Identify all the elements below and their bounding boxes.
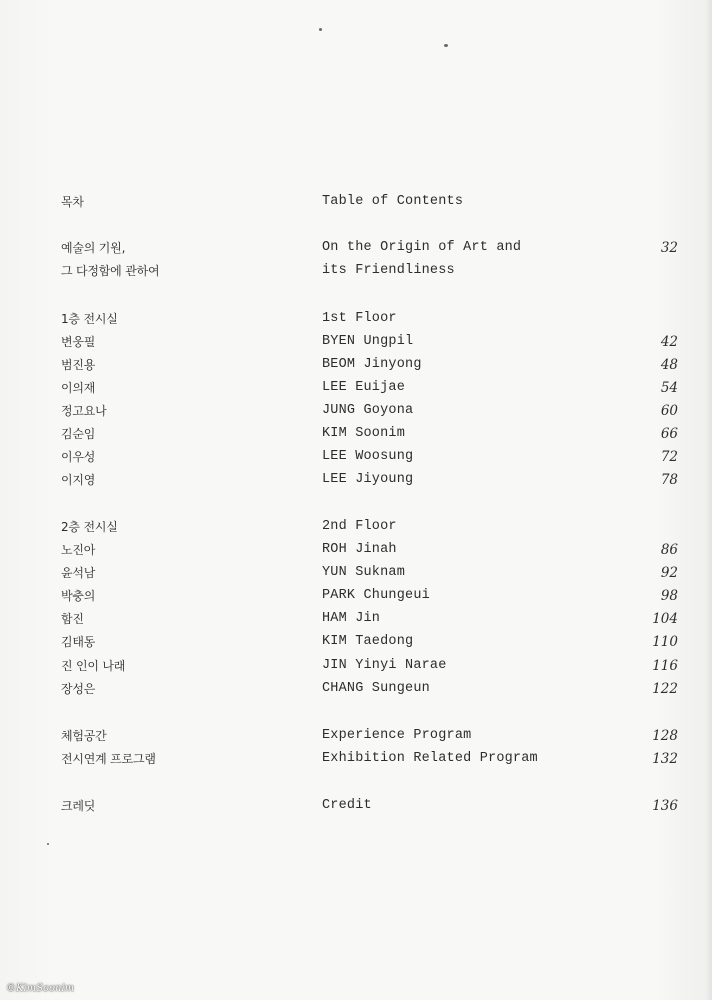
toc-entry	[0, 631, 712, 653]
page-number: 54	[660, 380, 678, 396]
artist-name-ko: 이우성	[61, 450, 96, 464]
artist-name-en: ROH Jinah	[322, 542, 397, 557]
intro-title-en-line2: its Friendliness	[322, 263, 455, 278]
artist-name-ko: 이의재	[61, 381, 96, 395]
artist-name-en: CHANG Sungeun	[322, 681, 430, 696]
toc-title-row	[0, 191, 712, 213]
floor2-heading-ko: 2층 전시실	[61, 520, 118, 534]
toc-entry	[0, 446, 712, 468]
toc-entry	[0, 608, 712, 630]
artist-name-ko: 김순임	[61, 427, 96, 441]
dust-speck	[47, 843, 49, 845]
page-number: 48	[660, 357, 678, 373]
page-number: 116	[652, 658, 678, 674]
artist-name-ko: 노진아	[61, 543, 96, 557]
program-name-en: Exhibition Related Program	[322, 751, 538, 766]
toc-entry-program	[0, 725, 712, 747]
artist-name-en: JUNG Goyona	[322, 403, 414, 418]
page-number: 104	[652, 611, 678, 627]
toc-entry-program	[0, 748, 712, 770]
page-edge-shadow	[706, 0, 712, 1000]
page-number: 98	[660, 588, 678, 604]
toc-entry	[0, 585, 712, 607]
page-number: 66	[660, 426, 678, 442]
section-heading-floor1	[0, 308, 712, 330]
artist-name-ko: 진 인이 나래	[61, 659, 126, 673]
artist-name-ko: 범진용	[61, 358, 96, 372]
toc-title-en: Table of Contents	[322, 194, 464, 209]
page-number: 86	[660, 542, 678, 558]
dust-speck	[319, 28, 322, 31]
toc-entry-intro	[0, 237, 712, 259]
page-number: 128	[652, 728, 678, 744]
artist-name-ko: 이지영	[61, 473, 96, 487]
toc-entry	[0, 562, 712, 584]
artist-name-ko: 함진	[61, 612, 84, 626]
credit-ko: 크레딧	[61, 799, 96, 813]
credit-en: Credit	[322, 798, 372, 813]
artist-name-ko: 박충의	[61, 589, 96, 603]
artist-name-ko: 김태동	[61, 635, 96, 649]
floor2-heading-en: 2nd Floor	[322, 519, 397, 534]
program-name-ko: 전시연계 프로그램	[61, 752, 156, 766]
program-name-en: Experience Program	[322, 728, 472, 743]
artist-name-en: KIM Taedong	[322, 634, 414, 649]
artist-name-en: LEE Woosung	[322, 449, 414, 464]
section-heading-floor2	[0, 516, 712, 538]
toc-entry	[0, 469, 712, 491]
page-number: 122	[652, 681, 678, 697]
floor1-heading-en: 1st Floor	[322, 311, 397, 326]
toc-entry	[0, 423, 712, 445]
program-name-ko: 체험공간	[61, 729, 107, 743]
toc-entry-intro-line2	[0, 260, 712, 282]
artist-name-en: HAM Jin	[322, 611, 381, 626]
artist-name-en: BYEN Ungpil	[322, 334, 414, 349]
artist-name-ko: 정고요나	[61, 404, 107, 418]
artist-name-en: LEE Jiyoung	[322, 472, 414, 487]
toc-entry	[0, 655, 712, 677]
toc-entry	[0, 678, 712, 700]
artist-name-ko: 윤석남	[61, 566, 96, 580]
page-number: 132	[652, 751, 678, 767]
toc-entry	[0, 539, 712, 561]
artist-name-en: BEOM Jinyong	[322, 357, 422, 372]
intro-title-en-line1: On the Origin of Art and	[322, 240, 522, 255]
page-number: 136	[652, 798, 678, 814]
toc-entry	[0, 331, 712, 353]
page-number: 72	[660, 449, 678, 465]
page-number: 32	[660, 240, 678, 256]
artist-name-en: YUN Suknam	[322, 565, 406, 580]
artist-name-en: JIN Yinyi Narae	[322, 658, 447, 673]
toc-title-ko: 목차	[61, 195, 84, 209]
page-number: 60	[660, 403, 678, 419]
page-number: 110	[652, 634, 678, 650]
toc-entry	[0, 354, 712, 376]
intro-title-ko-line1: 예술의 기원,	[61, 241, 126, 255]
toc-entry	[0, 377, 712, 399]
copyright-watermark: ©KimSoonim	[6, 983, 75, 994]
artist-name-ko: 변웅필	[61, 335, 96, 349]
toc-entry-credit	[0, 795, 712, 817]
page-number: 92	[660, 565, 678, 581]
floor1-heading-ko: 1층 전시실	[61, 312, 118, 326]
artist-name-en: LEE Euijae	[322, 380, 406, 395]
page-number: 78	[660, 472, 678, 488]
dust-speck	[444, 44, 448, 47]
artist-name-en: PARK Chungeui	[322, 588, 430, 603]
intro-title-ko-line2: 그 다정함에 관하여	[61, 264, 160, 278]
artist-name-ko: 장성은	[61, 682, 96, 696]
toc-entry	[0, 400, 712, 422]
artist-name-en: KIM Soonim	[322, 426, 406, 441]
page-number: 42	[660, 334, 678, 350]
